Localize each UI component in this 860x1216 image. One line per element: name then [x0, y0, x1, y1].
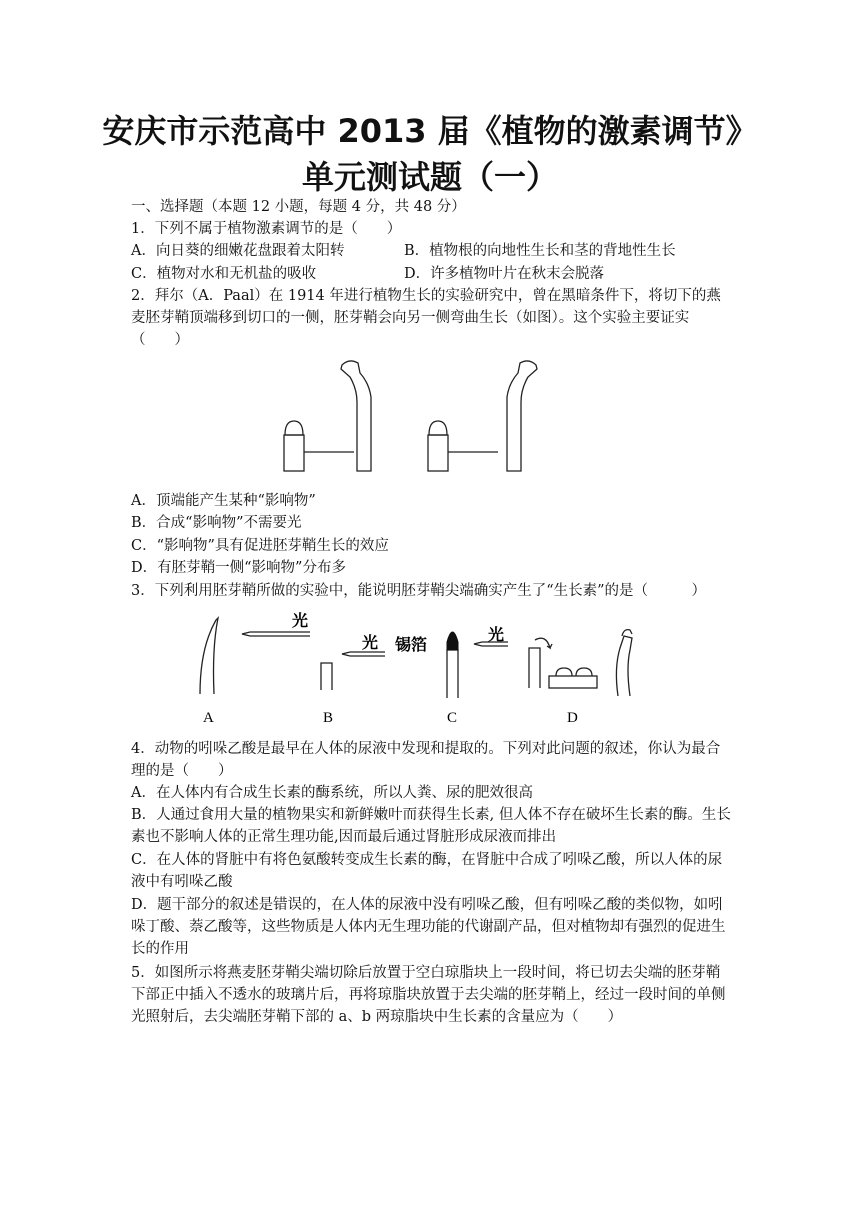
page-title-line1: 安庆市示范高中 2013 届《植物的激素调节》	[102, 112, 758, 150]
q3-light-label-1: 光	[292, 611, 309, 630]
q3-label-a: A	[203, 710, 214, 726]
q1-stem: 1．下列不属于植物激素调节的是（ ）	[131, 221, 402, 237]
q4-stem: 4．动物的吲哚乙酸是最早在人体的尿液中发现和提取的。下列对此问题的叙述，你认为最合理的是（ ）	[131, 741, 721, 779]
q1-option-b: B．植物根的向地性生长和茎的背地性生长	[404, 243, 676, 259]
q3-label-b: B	[323, 710, 334, 726]
q1-option-a: A．向日葵的细嫩花盘跟着太阳转	[131, 243, 345, 259]
section-heading: 一、选择题（本题 12 小题，每题 4 分，共 48 分）	[131, 199, 466, 215]
q1-option-d: D．许多植物叶片在秋末会脱落	[404, 266, 605, 282]
foil-cap-icon	[447, 632, 458, 650]
q3-foil-label: 锡箔	[395, 635, 428, 654]
page-title-line2: 单元测试题（一）	[301, 158, 558, 196]
q4-option-d: D．题干部分的叙述是错误的，在人体的尿液中没有吲哚乙酸，但有吲哚乙酸的类似物，如吲哚丁酸、萘乙酸等，这些物质是人体内无生理功能的代谢副产品，但对植物却有强烈的促进生长的作用	[131, 897, 726, 957]
q4-option-a: A．在人体内有合成生长素的酶系统，所以人粪、尿的肥效很高	[131, 785, 533, 801]
q3-light-label-3: 光	[488, 625, 505, 644]
q2-option-d: D．有胚芽鞘一侧“影响物”分布多	[131, 560, 346, 576]
q3-figure	[190, 608, 660, 726]
q3-label-c: C	[447, 710, 458, 726]
q3-label-d: D	[567, 710, 578, 726]
q2-option-a: A．顶端能产生某种“影响物”	[131, 493, 316, 509]
q2-option-c: C．“影响物”具有促进胚芽鞘生长的效应	[131, 538, 389, 554]
q4-option-c: C．在人体的肾脏中有将色氨酸转变成生长素的酶，在肾脏中合成了吲哚乙酸，所以人体的尿液中有吲哚乙酸	[131, 852, 723, 890]
q4-option-b: B．人通过食用大量的植物果实和新鲜嫩叶而获得生长素, 但人体不存在破坏生长素的酶。生长素也不影响人体的正常生理功能,因而最后通过肾脏形成尿液而排出	[131, 807, 731, 845]
q2-option-b: B．合成“影响物”不需要光	[131, 515, 302, 531]
q5-stem: 5．如图所示将燕麦胚芽鞘尖端切除后放置于空白琼脂块上一段时间，将已切去尖端的胚芽鞘下部正中插入不透水的玻璃片后，再将琼脂块放置于去尖端的胚芽鞘上，经过一段时间的单侧光照射后，去尖端胚芽鞘下部的 a、b 两琼脂块中生长素的含量应为（ ）	[131, 965, 726, 1025]
q2-figure	[270, 355, 570, 477]
q1-option-c: C．植物对水和无机盐的吸收	[131, 266, 317, 282]
q3-light-label-2: 光	[362, 633, 379, 652]
q2-stem: 2．拜尔（A．Paal）在 1914 年进行植物生长的实验研究中，曾在黑暗条件下，将切下的燕麦胚芽鞘顶端移到切口的一侧，胚芽鞘会向另一侧弯曲生长（如图）。这个实验主要证实（ ）	[131, 288, 721, 348]
q3-stem: 3．下列利用胚芽鞘所做的实验中，能说明胚芽鞘尖端确实产生了“生长素”的是（ ）	[131, 583, 707, 599]
